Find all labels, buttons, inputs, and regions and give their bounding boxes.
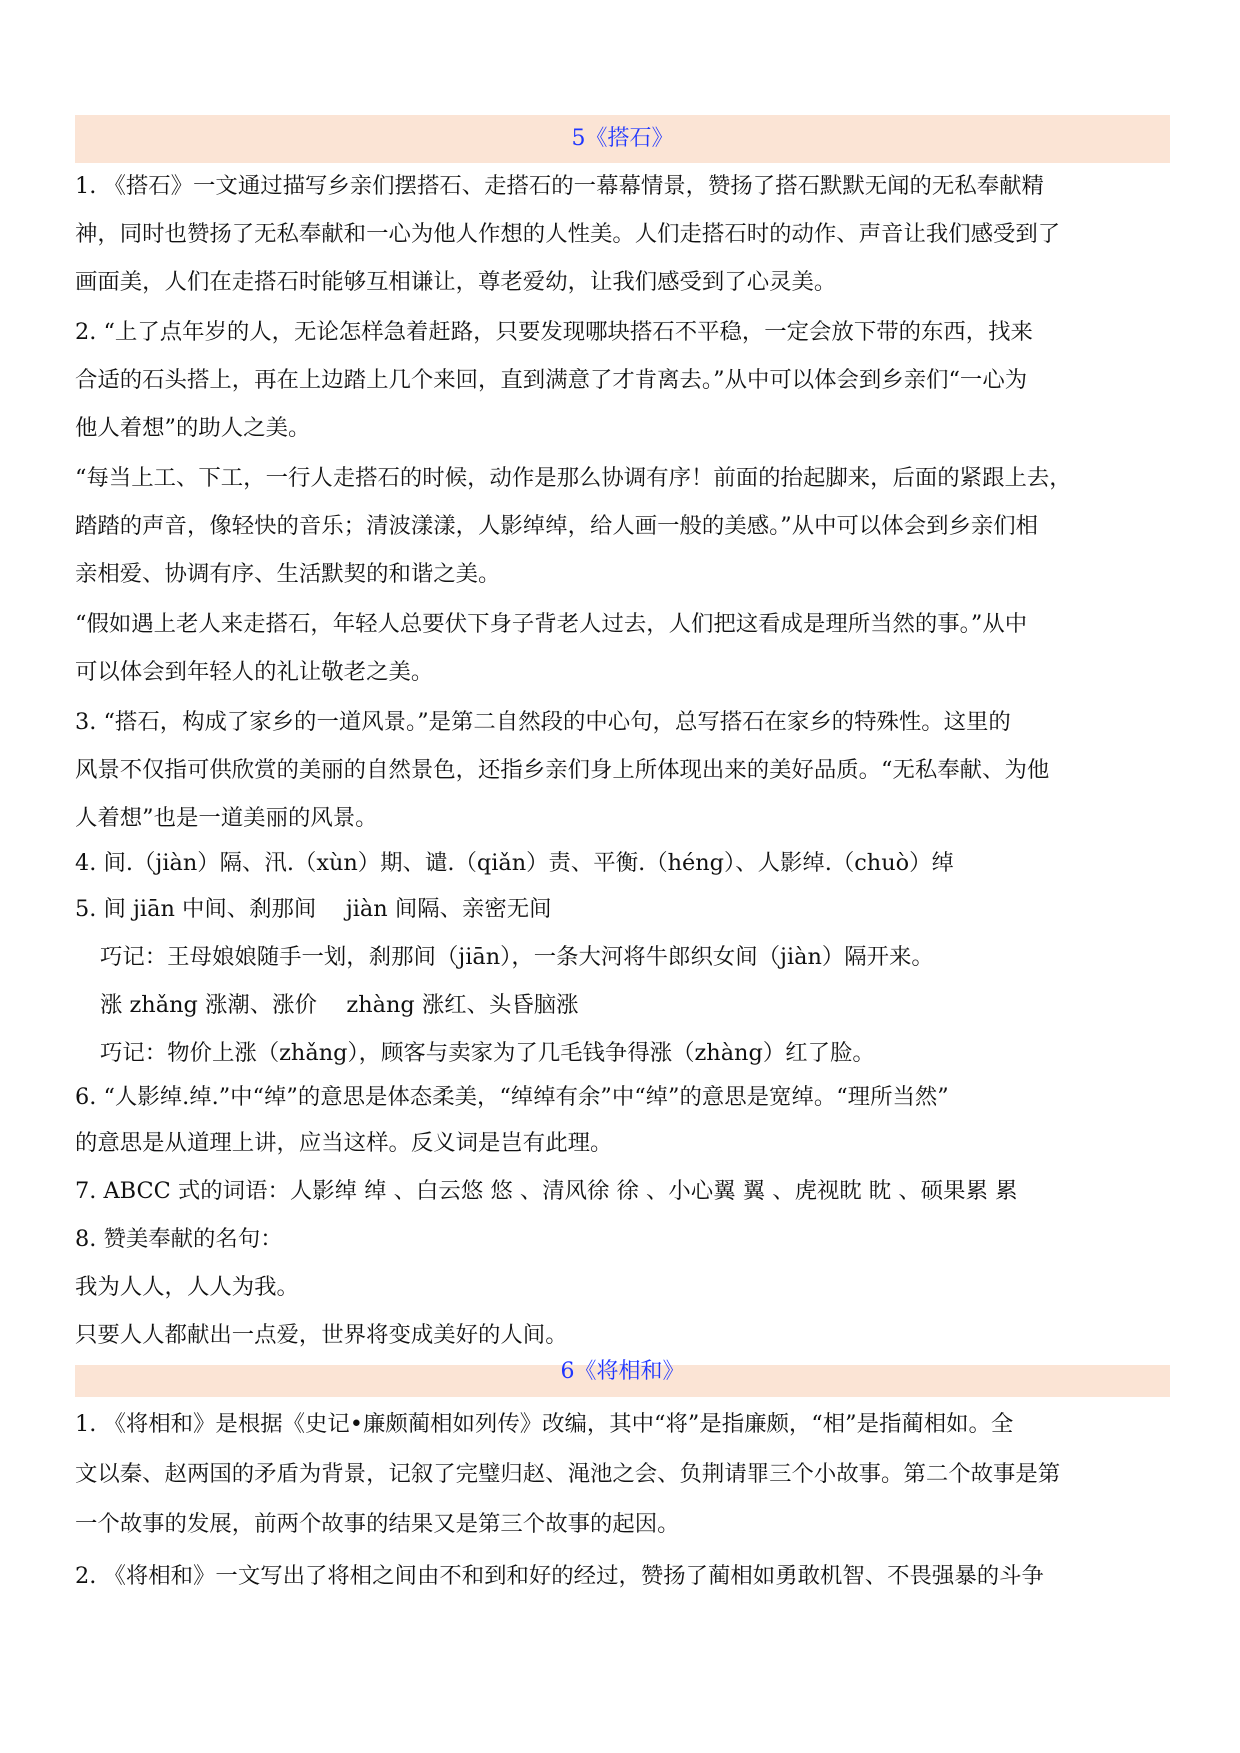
s5-line-1: 1. 《搭石》一文通过描写乡亲们摆搭石、走搭石的一幕幕情景，赞扬了搭石默默无闻的无私奉献精 [75,173,1044,199]
s5-line-8: 踏踏的声音，像轻快的音乐；清波漾漾，人影绰绰，给人画一般的美感。”从中可以体会到乡亲们相 [75,513,1039,539]
s6-line-2: 文以秦、赵两国的矛盾为背景，记叙了完璧归赵、渑池之会、负荆请罪三个小故事。第二个故事是第 [75,1461,1061,1487]
s5-line-18: 涨 zhǎng 涨潮、涨价 zhàng 涨红、头昏脑涨 [100,992,579,1018]
s6-line-1: 1. 《将相和》是根据《史记•廉颇蔺相如列传》改编，其中“将”是指廉颇，“相”是指蔺相如。全 [75,1411,1014,1437]
s5-line-24: 我为人人，人人为我。 [75,1274,299,1300]
s5-line-2: 神，同时也赞扬了无私奉献和一心为他人作想的人性美。人们走搭石时的动作、声音让我们感受到了 [75,221,1061,247]
s6-line-3: 一个故事的发展，前两个故事的结果又是第三个故事的起因。 [75,1511,680,1537]
s5-line-15: 4. 间.（jiàn）隔、汛.（xùn）期、谴.（qiǎn）责、平衡.（héng）、人影绰.（chuò）绰 [75,850,954,876]
s5-line-21: 的意思是从道理上讲，应当这样。反义词是岂有此理。 [75,1130,613,1156]
s5-line-6: 他人着想”的助人之美。 [75,415,311,441]
s5-line-4: 2. “上了点年岁的人，无论怎样急着赶路，只要发现哪块搭石不平稳，一定会放下带的东西，找来 [75,319,1033,345]
s5-line-10: “假如遇上老人来走搭石，年轻人总要伏下身子背老人过去，人们把这看成是理所当然的事。”从中 [75,611,1028,637]
s5-line-13: 风景不仅指可供欣赏的美丽的自然景色，还指乡亲们身上所体现出来的美好品质。“无私奉献、为他 [75,757,1050,783]
section-6-title: 6《将相和》 [560,1359,685,1384]
s6-line-4: 2. 《将相和》一文写出了将相之间由不和到和好的经过，赞扬了蔺相如勇敢机智、不畏强暴的斗争 [75,1563,1044,1589]
s5-line-20: 6. “人影绰.绰.”中“绰”的意思是体态柔美，“绰绰有余”中“绰”的意思是宽绰。“理所当然” [75,1084,949,1110]
section-6-header [75,1355,1170,1397]
s5-line-5: 合适的石头搭上，再在上边踏上几个来回，直到满意了才肯离去。”从中可以体会到乡亲们“一心为 [75,367,1028,393]
s5-line-19: 巧记：物价上涨（zhǎng），顾客与卖家为了几毛钱争得涨（zhàng）红了脸。 [100,1040,875,1066]
s5-line-22: 7. ABCC 式的词语：人影绰 绰 、白云悠 悠 、清风徐 徐 、小心翼 翼 、虎视眈 眈 、硕果累 累 [75,1178,1018,1204]
section-5-title: 5《搭石》 [571,126,674,151]
s5-line-7: “每当上工、下工，一行人走搭石的时候，动作是那么协调有序！前面的抬起脚来，后面的紧跟上去， [75,465,1072,491]
section-5-header [75,115,1170,163]
s5-line-14: 人着想”也是一道美丽的风景。 [75,805,378,831]
s5-line-16: 5. 间 jiān 中间、刹那间 jiàn 间隔、亲密无间 [75,896,552,922]
s5-line-11: 可以体会到年轻人的礼让敬老之美。 [75,659,434,685]
s5-line-3: 画面美，人们在走搭石时能够互相谦让，尊老爱幼，让我们感受到了心灵美。 [75,269,837,295]
s5-line-12: 3. “搭石，构成了家乡的一道风景。”是第二自然段的中心句，总写搭石在家乡的特殊性。这里的 [75,709,1011,735]
s5-line-9: 亲相爱、协调有序、生活默契的和谐之美。 [75,561,501,587]
s5-line-17: 巧记：王母娘娘随手一划，刹那间（jiān），一条大河将牛郎织女间（jiàn）隔开来。 [100,944,934,970]
s5-line-23: 8. 赞美奉献的名句： [75,1226,283,1252]
s5-line-25: 只要人人都献出一点爱，世界将变成美好的人间。 [75,1322,568,1348]
